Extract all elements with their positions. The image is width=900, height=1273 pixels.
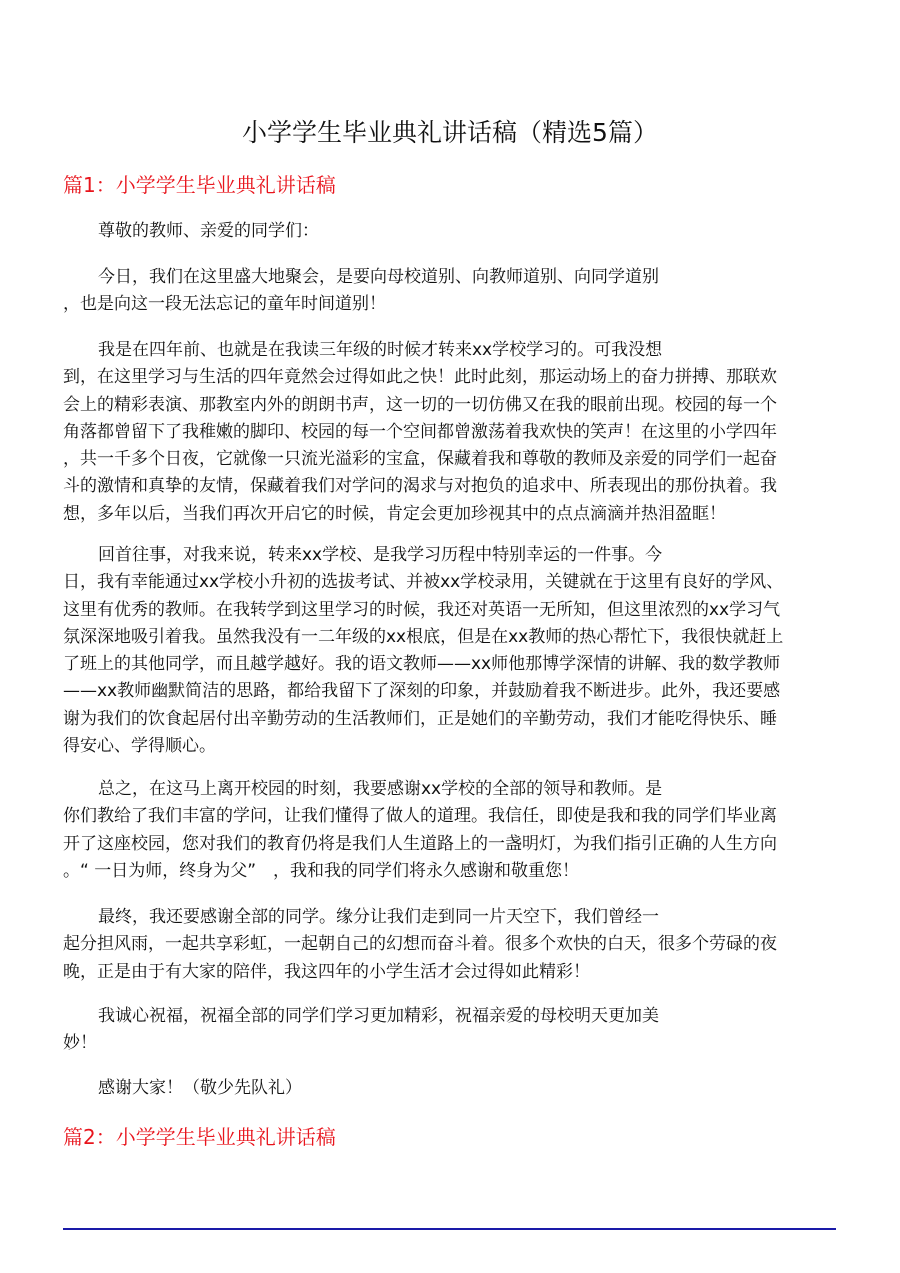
paragraph-line: 我是在四年前、也就是在我读三年级的时候才转来xx学校学习的。可我没想 bbox=[98, 340, 663, 360]
paragraph bbox=[63, 542, 843, 760]
paragraph-line: 总之，在这马上离开校园的时刻，我要感谢xx学校的全部的领导和教师。是 bbox=[98, 779, 663, 799]
paragraph-line: 。“ 一日为师，终身为父” ，我和我的同学们将永久感谢和敬重您！ bbox=[63, 860, 580, 881]
paragraph-line: ，也是向这一段无法忘记的童年时间道别！ bbox=[63, 294, 386, 315]
paragraph bbox=[63, 337, 843, 528]
paragraph-line: 会上的精彩表演、那教室内外的朗朗书声，这一切的一切仿佛又在我的眼前出现。校园的每一个 bbox=[63, 394, 777, 415]
paragraph bbox=[63, 776, 843, 885]
paragraph-line: 最终，我还要感谢全部的同学。缘分让我们走到同一片天空下，我们曾经一 bbox=[98, 907, 659, 927]
paragraph-line: 妙！ bbox=[63, 1033, 97, 1054]
section-heading-1: 篇1：小学学生毕业典礼讲话稿 bbox=[63, 173, 336, 197]
section-heading-2: 篇2：小学学生毕业典礼讲话稿 bbox=[63, 1125, 336, 1149]
paragraph-line: 感谢大家！（敬少先队礼） bbox=[98, 1078, 302, 1098]
paragraph-line: 到，在这里学习与生活的四年竟然会过得如此之快！此时此刻，那运动场上的奋力拼搏、那联欢 bbox=[63, 367, 777, 388]
paragraph-line: 得安心、学得顺心。 bbox=[63, 736, 216, 757]
paragraph-line: 你们教给了我们丰富的学问，让我们懂得了做人的道理。我信任，即使是我和我的同学们毕业离 bbox=[63, 806, 777, 827]
paragraph-line: 斗的激情和真挚的友情，保藏着我们对学问的渴求与对抱负的追求中、所表现出的那份执着。我 bbox=[63, 476, 777, 497]
paragraph bbox=[63, 218, 843, 245]
paragraph-line: 晚，正是由于有大家的陪伴，我这四年的小学生活才会过得如此精彩！ bbox=[63, 961, 590, 982]
paragraph-line: 尊敬的教师、亲爱的同学们： bbox=[98, 221, 319, 241]
footer-divider bbox=[63, 1228, 836, 1230]
paragraph-line: 我诚心祝福，祝福全部的同学们学习更加精彩，祝福亲爱的母校明天更加美 bbox=[98, 1006, 659, 1026]
paragraph-line: ——xx教师幽默简洁的思路，都给我留下了深刻的印象，并鼓励着我不断进步。此外，我还要感 bbox=[63, 681, 781, 702]
paragraph-line: 谢为我们的饮食起居付出辛勤劳动的生活教师们，正是她们的辛勤劳动，我们才能吃得快乐、睡 bbox=[63, 708, 777, 729]
paragraph-line: 开了这座校园，您对我们的教育仍将是我们人生道路上的一盏明灯，为我们指引正确的人生方向 bbox=[63, 833, 777, 854]
document-title: 小学学生毕业典礼讲话稿（精选5篇） bbox=[242, 118, 658, 147]
paragraph-line: 日，我有幸能通过xx学校小升初的选拔考试、并被xx学校录用，关键就在于这里有良好的学风、 bbox=[63, 572, 784, 593]
paragraph bbox=[63, 1003, 843, 1058]
paragraph-line: 想，多年以后，当我们再次开启它的时候，肯定会更加珍视其中的点点滴滴并热泪盈眶！ bbox=[63, 503, 726, 524]
paragraph bbox=[63, 264, 843, 319]
paragraph-line: ，共一千多个日夜，它就像一只流光溢彩的宝盒，保藏着我和尊敬的教师及亲爱的同学们一起奋 bbox=[63, 449, 777, 470]
paragraph-line: 角落都曾留下了我稚嫩的脚印、校园的每一个空间都曾激荡着我欢快的笑声！在这里的小学四年 bbox=[63, 421, 777, 442]
paragraph-line: 今日，我们在这里盛大地聚会，是要向母校道别、向教师道别、向同学道别 bbox=[98, 267, 659, 287]
paragraph-line: 了班上的其他同学，而且越学越好。我的语文教师——xx师他那博学深情的讲解、我的数学教师 bbox=[63, 654, 781, 675]
paragraph-line: 起分担风雨，一起共享彩虹，一起朝自己的幻想而奋斗着。很多个欢快的白天，很多个劳碌的夜 bbox=[63, 934, 777, 955]
paragraph bbox=[63, 904, 843, 986]
paragraph-line: 氛深深地吸引着我。虽然我没有一二年级的xx根底，但是在xx教师的热心帮忙下，我很快就赶上 bbox=[63, 626, 784, 647]
paragraph-line: 这里有优秀的教师。在我转学到这里学习的时候，我还对英语一无所知，但这里浓烈的xx学习气 bbox=[63, 599, 781, 620]
paragraph-line: 回首往事，对我来说，转来xx学校、是我学习历程中特别幸运的一件事。今 bbox=[98, 545, 663, 565]
paragraph bbox=[63, 1075, 843, 1102]
